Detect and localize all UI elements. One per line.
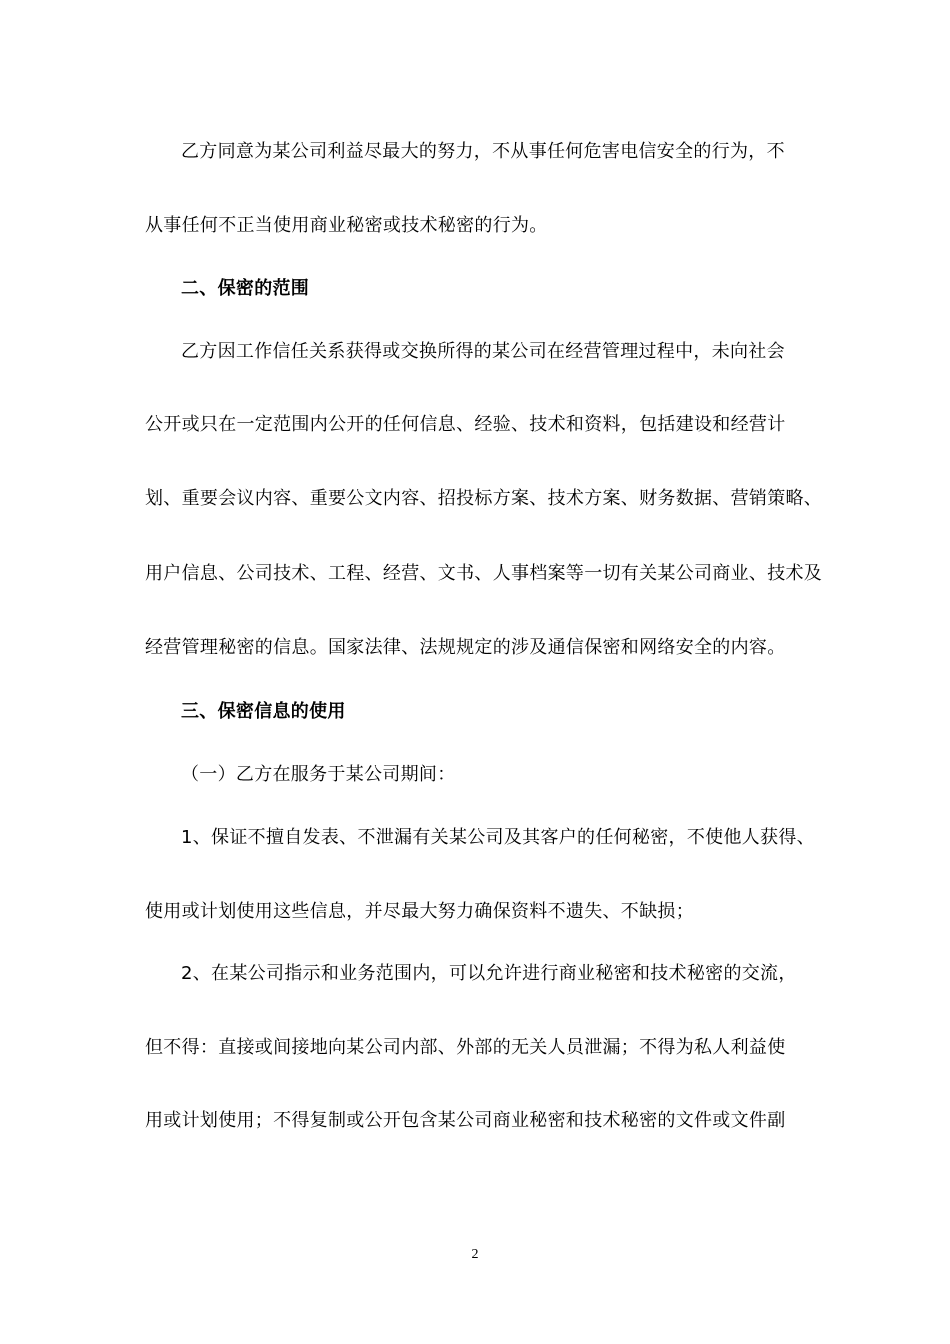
- paragraph-line: 1、保证不擅自发表、不泄漏有关某公司及其客户的任何秘密，不使他人获得、: [181, 827, 815, 848]
- paragraph-line: 用户信息、公司技术、工程、经营、文书、人事档案等一切有关某公司商业、技术及: [145, 563, 823, 584]
- paragraph-line: （一）乙方在服务于某公司期间：: [181, 764, 456, 785]
- section-heading: 二、保密的范围: [181, 278, 310, 299]
- paragraph-line: 用或计划使用；不得复制或公开包含某公司商业秘密和技术秘密的文件或文件副: [145, 1110, 786, 1131]
- page-number: 2: [471, 1247, 479, 1262]
- paragraph-line: 从事任何不正当使用商业秘密或技术秘密的行为。: [145, 215, 548, 236]
- paragraph-line: 使用或计划使用这些信息，并尽最大努力确保资料不遗失、不缺损；: [145, 901, 694, 922]
- paragraph-line: 乙方同意为某公司利益尽最大的努力，不从事任何危害电信安全的行为，不: [181, 141, 785, 162]
- section-heading: 三、保密信息的使用: [181, 701, 346, 722]
- paragraph-line: 划、重要会议内容、重要公文内容、招投标方案、技术方案、财务数据、营销策略、: [145, 488, 823, 509]
- paragraph-line: 公开或只在一定范围内公开的任何信息、经验、技术和资料，包括建设和经营计: [145, 414, 786, 435]
- paragraph-line: 2、在某公司指示和业务范围内，可以允许进行商业秘密和技术秘密的交流，: [181, 963, 797, 984]
- paragraph-line: 乙方因工作信任关系获得或交换所得的某公司在经营管理过程中，未向社会: [181, 341, 785, 362]
- paragraph-line: 经营管理秘密的信息。国家法律、法规规定的涉及通信保密和网络安全的内容。: [145, 637, 786, 658]
- paragraph-line: 但不得：直接或间接地向某公司内部、外部的无关人员泄漏；不得为私人利益使: [145, 1037, 786, 1058]
